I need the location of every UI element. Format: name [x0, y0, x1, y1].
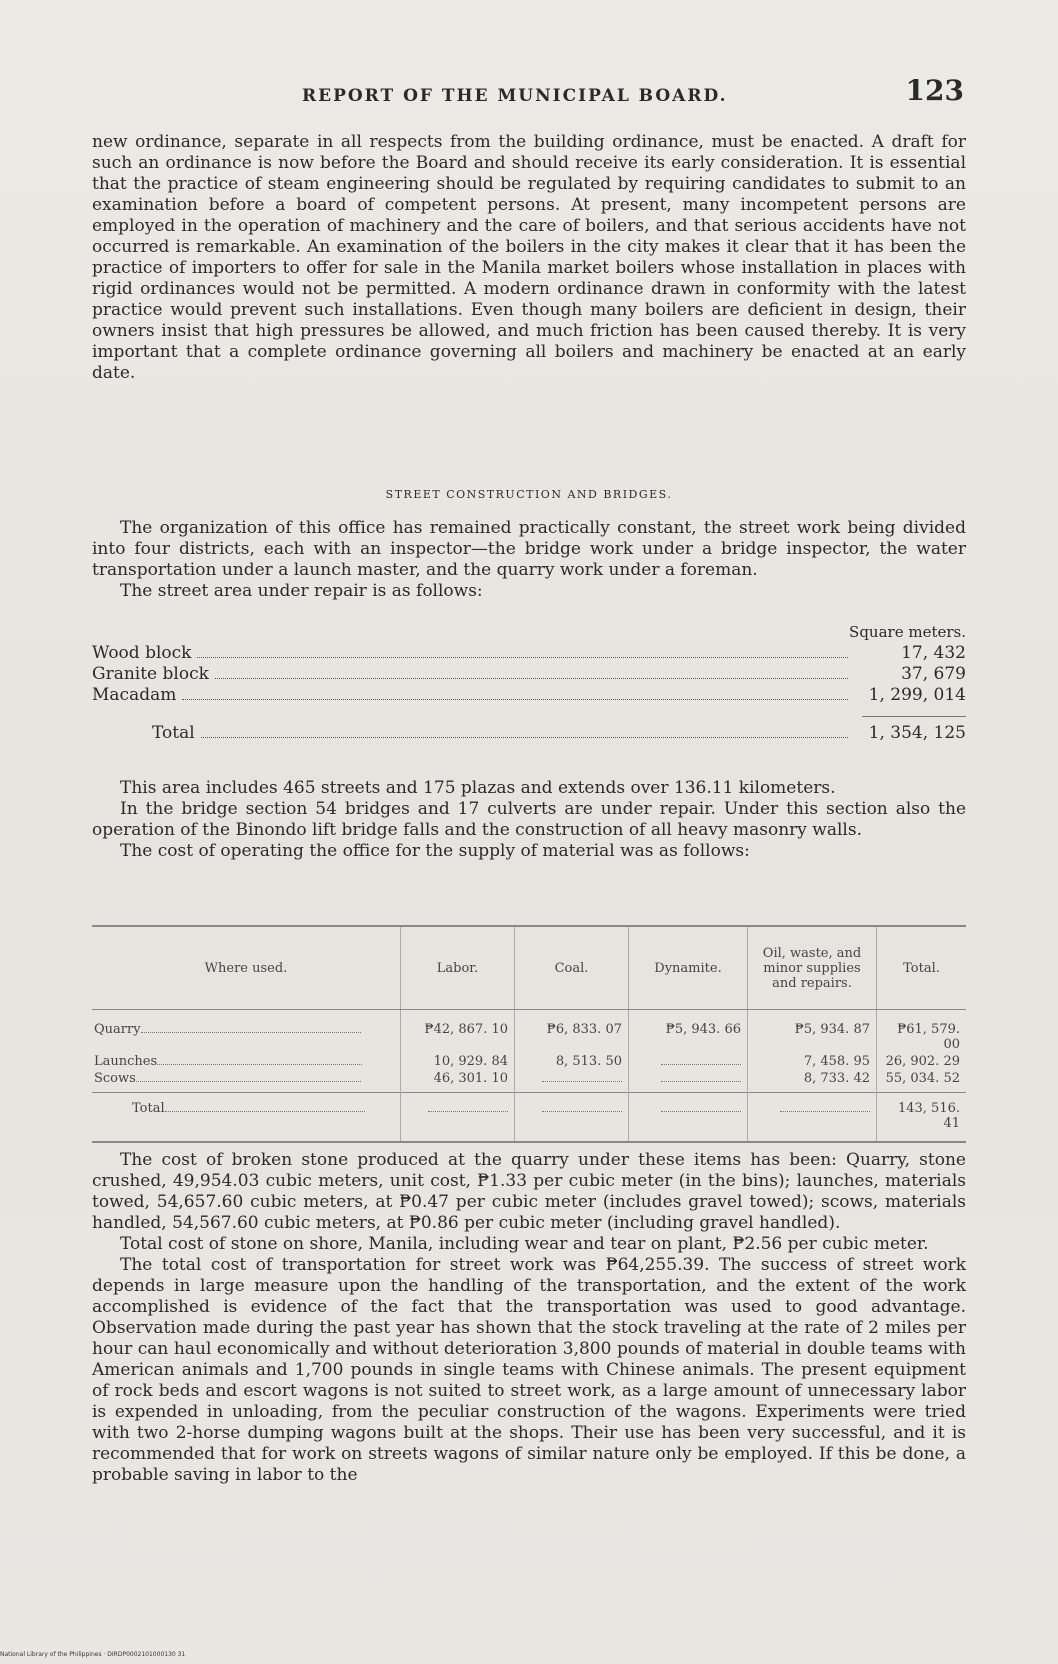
cell-oil: ₱5, 934. 87	[748, 1010, 877, 1054]
page-number: 123	[905, 74, 964, 107]
col-header-labor: Labor.	[401, 926, 515, 1010]
area-unit-heading: Square meters.	[849, 623, 966, 641]
cell-where-text: Quarry	[94, 1022, 141, 1037]
paragraph-transportation: The total cost of transportation for street work was ₱64,255.39. The success of street work depends in large measure upon the handling of the transportation, and the extent of the work accomplished is evidence of the fact that the transportation was used to good advantage. Observation made during the past year has shown that the stock traveling at the rate of 2 miles per hour can haul economically and without deterioration 3,800 pounds of material in double teams with American animals and 1,700 pounds in single teams with Chinese animals. The present equipment of rock beds and escort wagons is not suited to street work, as a large amount of unnecessary labor is expended in unloading, from the peculiar construction of the wagons. Experiments were tried with two 2-horse dumping wagons built at the shops. Their use has been very successful, and it is recommended that for work on streets wagons of similar nature only be employed. If this be done, a probable saving in labor to the	[92, 1255, 966, 1485]
street-area-table	[92, 622, 966, 744]
dot-leader	[661, 1073, 741, 1082]
cell-empty	[401, 1093, 515, 1143]
cell-coal	[515, 1070, 629, 1093]
area-row-label: Macadam	[92, 685, 177, 705]
cell-total: 26, 902. 29	[877, 1053, 967, 1070]
dot-leader	[165, 1103, 365, 1112]
cell-dynamite: ₱5, 943. 66	[629, 1010, 748, 1054]
area-row-label: Wood block	[92, 643, 192, 663]
cell-coal: ₱6, 833. 07	[515, 1010, 629, 1054]
section-heading-block	[92, 488, 966, 501]
table-row	[92, 1053, 966, 1070]
col-header-total: Total.	[877, 926, 967, 1010]
dot-leader	[201, 737, 848, 738]
dot-leader	[136, 1073, 361, 1082]
cell-where	[92, 1010, 401, 1054]
dot-leader	[542, 1073, 622, 1082]
area-row	[92, 643, 966, 664]
cell-empty	[748, 1093, 877, 1143]
dot-leader	[182, 699, 848, 700]
paragraph-stone-on-shore: Total cost of stone on shore, Manila, including wear and tear on plant, ₱2.56 per cubic meter.	[120, 1234, 929, 1254]
body-block-4	[92, 1150, 966, 1486]
paragraph-boiler-ordinance: new ordinance, separate in all respects from the building ordinance, must be enacted. A draft for such an ordinance is now before the Board and should receive its early consideration. It is essential that the practice of steam engineering should be regulated by requiring candidates to submit to an examination before a board of competent persons. At present, many incompetent persons are employed in the operation of machinery and the care of boilers, and that serious accidents have not occurred is remarkable. An examination of the boilers in the city makes it clear that it has been the practice of importers to offer for sale in the Manila market boilers whose installation in places with rigid ordinances would not be permitted. A modern ordinance drawn in conformity with the latest practice would prevent such installations. Even though many boilers are deficient in design, their owners insist that high pressures be allowed, and much friction has been caused thereby. It is very important that a complete ordinance governing all boilers and machinery be enacted at an early date.	[92, 132, 966, 383]
dot-leader	[197, 657, 848, 658]
cell-labor: 46, 301. 10	[401, 1070, 515, 1093]
dot-leader	[157, 1056, 362, 1065]
running-head: REPORT OF THE MUNICIPAL BOARD.	[302, 86, 728, 106]
cell-dynamite	[629, 1070, 748, 1093]
table-row	[92, 1010, 966, 1054]
page-header	[92, 74, 964, 114]
cell-oil: 7, 458. 95	[748, 1053, 877, 1070]
cell-coal: 8, 513. 50	[515, 1053, 629, 1070]
area-total-label: Total	[152, 723, 195, 743]
paragraph-organization: The organization of this office has remained practically constant, the street work being divided into four districts, each with an inspector—the bridge work under a bridge inspector, the water transportation under a launch master, and the quarry work under a foreman.	[92, 518, 966, 580]
area-row-value: 17, 432	[901, 643, 966, 663]
cell-grand-total: 143, 516. 41	[877, 1093, 967, 1143]
area-total-row	[92, 723, 966, 744]
body-block-2	[92, 518, 966, 602]
paragraph-bridge-section: In the bridge section 54 bridges and 17 culverts are under repair. Under this section also the operation of the Binondo lift bridge falls and the construction of all heavy masonry walls.	[92, 799, 966, 840]
area-row-value: 1, 299, 014	[868, 685, 966, 705]
cell-total: 55, 034. 52	[877, 1070, 967, 1093]
paragraph-broken-stone: The cost of broken stone produced at the quarry under these items has been: Quarry, stone crushed, 49,954.03 cubic meters, unit cost, ₱1.33 per cubic meter (in the bins); launches, materials towed, 54,657.60 cubic meters, at ₱0.47 per cubic meter (includes gravel towed); scows, materials handled, 54,567.60 cubic meters, at ₱0.86 per cubic meter (including gravel handled).	[92, 1150, 966, 1233]
total-rule	[862, 716, 966, 717]
col-header-dynamite: Dynamite.	[629, 926, 748, 1010]
cell-labor: ₱42, 867. 10	[401, 1010, 515, 1054]
dot-leader	[661, 1103, 741, 1112]
paragraph-area-extent: This area includes 465 streets and 175 plazas and extends over 136.11 kilometers.	[120, 778, 836, 798]
cost-table-header-row	[92, 926, 966, 1010]
cell-where-text: Scows	[94, 1071, 136, 1086]
col-header-oil: Oil, waste, and minor supplies and repairs.	[748, 926, 877, 1010]
cell-oil: 8, 733. 42	[748, 1070, 877, 1093]
dot-leader	[215, 678, 848, 679]
paragraph-street-area-intro: The street area under repair is as follows:	[120, 581, 483, 601]
dot-leader	[780, 1103, 870, 1112]
cell-dynamite	[629, 1053, 748, 1070]
area-row-label: Granite block	[92, 664, 209, 684]
body-block-3	[92, 778, 966, 862]
dot-leader	[661, 1056, 741, 1065]
cell-where	[92, 1070, 401, 1093]
dot-leader	[141, 1024, 361, 1033]
table-row	[92, 1070, 966, 1093]
cell-labor: 10, 929. 84	[401, 1053, 515, 1070]
col-header-where: Where used.	[92, 926, 401, 1010]
area-row	[92, 664, 966, 685]
cell-empty	[629, 1093, 748, 1143]
area-row	[92, 685, 966, 706]
total-label-text: Total	[132, 1101, 165, 1116]
cell-where-text: Launches	[94, 1054, 158, 1069]
col-header-coal: Coal.	[515, 926, 629, 1010]
cell-empty	[515, 1093, 629, 1143]
area-row-value: 37, 679	[901, 664, 966, 684]
dot-leader	[542, 1103, 622, 1112]
cell-where	[92, 1053, 401, 1070]
paragraph-cost-intro: The cost of operating the office for the supply of material was as follows:	[120, 841, 750, 861]
cell-total-label	[92, 1093, 401, 1143]
area-total-value: 1, 354, 125	[868, 723, 966, 743]
table-total-row	[92, 1093, 966, 1143]
library-footer: National Library of the Philippines · DIRDP0002101000130 31	[0, 1651, 186, 1658]
dot-leader	[428, 1103, 508, 1112]
cost-table	[92, 925, 966, 1143]
body-block-1	[92, 132, 966, 384]
cell-total: ₱61, 579. 00	[877, 1010, 967, 1054]
section-heading: STREET CONSTRUCTION AND BRIDGES.	[385, 488, 673, 501]
